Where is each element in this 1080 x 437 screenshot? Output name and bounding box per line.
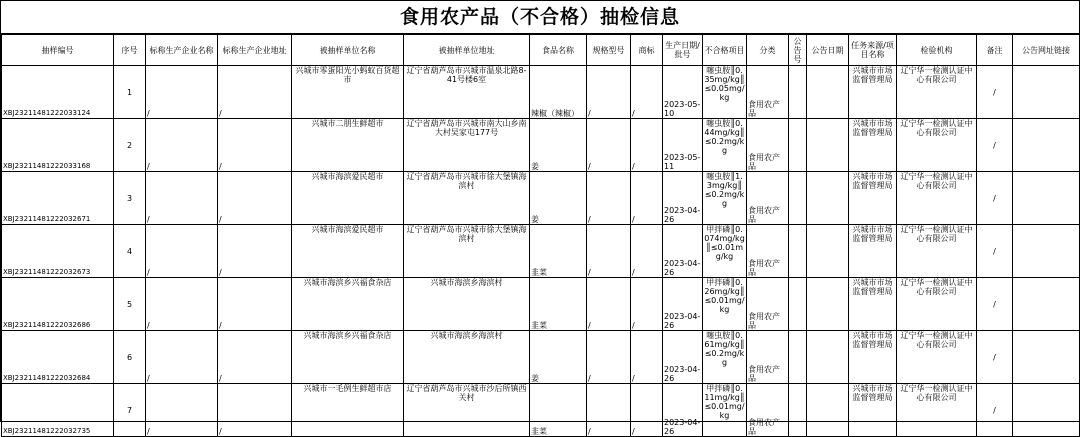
manufacturer-name-cell[interactable]: / (146, 384, 218, 437)
remark-cell[interactable]: / (977, 172, 1013, 225)
food-name-cell[interactable]: 韭菜 (530, 384, 587, 437)
production-date-cell[interactable]: 2023-05-11 (663, 119, 703, 172)
sample-id-cell[interactable]: XBJ23211481222032684 (2, 331, 114, 384)
column-header[interactable]: 公告网址链接 (1013, 35, 1080, 66)
brand-cell[interactable]: / (631, 172, 663, 225)
inspection-lab-cell[interactable]: 辽宁华一检测认证中心有限公司 (897, 225, 977, 278)
production-date-cell[interactable]: 2023-04-26 (663, 225, 703, 278)
spec-cell[interactable]: / (587, 278, 631, 331)
manufacturer-name-cell[interactable]: / (146, 66, 218, 119)
manufacturer-name-cell[interactable]: / (146, 331, 218, 384)
manufacturer-address-cell[interactable]: / (218, 278, 292, 331)
production-date-cell[interactable]: 2023-04-26 (663, 384, 703, 437)
inspection-lab-cell[interactable]: 辽宁华一检测认证中心有限公司 (897, 384, 977, 437)
remark-cell[interactable]: / (977, 331, 1013, 384)
notice-date-cell[interactable] (807, 172, 849, 225)
sequence-cell[interactable]: 5 (114, 278, 146, 331)
food-name-cell[interactable]: 姜 (530, 119, 587, 172)
category-cell[interactable]: 食用农产品 (747, 225, 789, 278)
manufacturer-address-cell[interactable]: / (218, 66, 292, 119)
sample-id-cell[interactable]: XBJ23211481222032735 (2, 384, 114, 437)
remark-cell[interactable]: / (977, 66, 1013, 119)
food-name-cell[interactable]: 韭菜 (530, 225, 587, 278)
sample-id-cell[interactable]: XBJ23211481222032671 (2, 172, 114, 225)
inspection-lab-cell[interactable]: 辽宁华一检测认证中心有限公司 (897, 66, 977, 119)
manufacturer-name-cell[interactable]: / (146, 225, 218, 278)
remark-cell[interactable]: / (977, 119, 1013, 172)
manufacturer-address-cell[interactable]: / (218, 384, 292, 437)
notice-link-cell[interactable] (1013, 172, 1080, 225)
sheet-title: 食用农产品（不合格）抽检信息 (1, 1, 1079, 34)
column-header[interactable]: 被抽样单位地址 (404, 35, 530, 66)
spec-cell[interactable]: / (587, 66, 631, 119)
food-name-cell[interactable]: 韭菜 (530, 278, 587, 331)
brand-cell[interactable]: / (631, 278, 663, 331)
table-row (2, 66, 1080, 119)
production-date-cell[interactable]: 2023-04-26 (663, 172, 703, 225)
sample-id-cell[interactable]: XBJ23211481222032686 (2, 278, 114, 331)
sample-id-cell[interactable]: XBJ23211481222033124 (2, 66, 114, 119)
column-header[interactable]: 备注 (977, 35, 1013, 66)
notice-date-cell[interactable] (807, 278, 849, 331)
notice-number-cell[interactable] (789, 119, 807, 172)
manufacturer-address-cell[interactable]: / (218, 225, 292, 278)
notice-link-cell[interactable] (1013, 119, 1080, 172)
column-header[interactable]: 生产日期/批号 (663, 35, 703, 66)
notice-date-cell[interactable] (807, 66, 849, 119)
notice-number-cell[interactable] (789, 225, 807, 278)
table-row (2, 278, 1080, 331)
failed-item-cell[interactable]: 噻虫胺║0.61mg/kg║≤0.2mg/kg (703, 331, 747, 384)
failed-item-cell[interactable]: 甲拌磷║0.11mg/kg║≤0.01mg/kg (703, 384, 747, 437)
sampled-unit-address-cell[interactable]: 兴城市海滨乡海滨村 (404, 278, 530, 331)
notice-number-cell[interactable] (789, 66, 807, 119)
table-row (2, 384, 1080, 437)
spec-cell[interactable]: / (587, 172, 631, 225)
inspection-lab-cell[interactable]: 辽宁华一检测认证中心有限公司 (897, 278, 977, 331)
notice-date-cell[interactable] (807, 384, 849, 437)
table-row (2, 119, 1080, 172)
column-header[interactable]: 不合格项目 (703, 35, 747, 66)
brand-cell[interactable]: / (631, 384, 663, 437)
inspection-lab-cell[interactable]: 辽宁华一检测认证中心有限公司 (897, 331, 977, 384)
inspection-table (1, 34, 1080, 437)
column-header[interactable]: 商标 (631, 35, 663, 66)
production-date-cell[interactable]: 2023-04-26 (663, 278, 703, 331)
sequence-cell[interactable]: 2 (114, 119, 146, 172)
task-source-cell[interactable]: 兴城市市场监督管理局 (849, 172, 897, 225)
notice-link-cell[interactable] (1013, 66, 1080, 119)
brand-cell[interactable]: / (631, 119, 663, 172)
column-header[interactable]: 检验机构 (897, 35, 977, 66)
sampled-unit-address-cell[interactable]: 辽宁省葫芦岛市兴城市徐大堡镇海滨村 (404, 225, 530, 278)
notice-number-cell[interactable] (789, 331, 807, 384)
food-name-cell[interactable]: 辣椒（辣椒） (530, 66, 587, 119)
task-source-cell[interactable]: 兴城市市场监督管理局 (849, 384, 897, 437)
sampled-unit-address-cell[interactable]: 辽宁省葫芦岛市兴城市温泉北路8-41号楼6室 (404, 66, 530, 119)
category-cell[interactable]: 食用农产品 (747, 172, 789, 225)
spec-cell[interactable]: / (587, 384, 631, 437)
column-header[interactable]: 被抽样单位名称 (292, 35, 404, 66)
header-row (2, 35, 1080, 66)
remark-cell[interactable]: / (977, 225, 1013, 278)
task-source-cell[interactable]: 兴城市市场监督管理局 (849, 331, 897, 384)
sequence-cell[interactable]: 6 (114, 331, 146, 384)
notice-number-cell[interactable] (789, 278, 807, 331)
sampled-unit-address-cell[interactable]: 辽宁省葫芦岛市兴城市沙后所镇西关村 (404, 384, 530, 437)
category-cell[interactable]: 食用农产品 (747, 384, 789, 437)
sampled-unit-address-cell[interactable]: 辽宁省葫芦岛市兴城市南大山乡南大村吴家屯177号 (404, 119, 530, 172)
sampled-unit-name-cell[interactable]: 兴城市海滨爱民超市 (292, 172, 404, 225)
notice-link-cell[interactable] (1013, 225, 1080, 278)
category-cell[interactable]: 食用农产品 (747, 66, 789, 119)
task-source-cell[interactable]: 兴城市市场监督管理局 (849, 119, 897, 172)
sequence-cell[interactable]: 7 (114, 384, 146, 437)
column-header[interactable]: 标称生产企业名称 (146, 35, 218, 66)
brand-cell[interactable]: / (631, 331, 663, 384)
manufacturer-address-cell[interactable]: / (218, 331, 292, 384)
column-header[interactable]: 抽样编号 (2, 35, 114, 66)
column-header[interactable]: 序号 (114, 35, 146, 66)
manufacturer-name-cell[interactable]: / (146, 278, 218, 331)
category-cell[interactable]: 食用农产品 (747, 278, 789, 331)
production-date-cell[interactable]: 2023-05-10 (663, 66, 703, 119)
table-row (2, 225, 1080, 278)
sampled-unit-name-cell[interactable]: 兴城市海滨乡兴福食杂店 (292, 331, 404, 384)
column-header[interactable]: 标称生产企业地址 (218, 35, 292, 66)
notice-date-cell[interactable] (807, 225, 849, 278)
sample-id-cell[interactable]: XBJ23211481222033168 (2, 119, 114, 172)
sampled-unit-address-cell[interactable]: 辽宁省葫芦岛市兴城市徐大堡镇海滨村 (404, 172, 530, 225)
sequence-cell[interactable]: 4 (114, 225, 146, 278)
category-cell[interactable]: 食用农产品 (747, 119, 789, 172)
remark-cell[interactable]: / (977, 278, 1013, 331)
task-source-cell[interactable]: 兴城市市场监督管理局 (849, 278, 897, 331)
column-header[interactable]: 公告号 (789, 35, 807, 66)
notice-date-cell[interactable] (807, 331, 849, 384)
sampled-unit-name-cell[interactable]: 兴城市二朋生鲜超市 (292, 119, 404, 172)
failed-item-cell[interactable]: 噻虫胺║0.35mg/kg║≤0.05mg/kg (703, 66, 747, 119)
column-header[interactable]: 规格型号 (587, 35, 631, 66)
category-cell[interactable]: 食用农产品 (747, 331, 789, 384)
sequence-cell[interactable]: 3 (114, 172, 146, 225)
column-header[interactable]: 任务来源/项目名称 (849, 35, 897, 66)
sample-id-cell[interactable]: XBJ23211481222032673 (2, 225, 114, 278)
inspection-lab-cell[interactable]: 辽宁华一检测认证中心有限公司 (897, 119, 977, 172)
column-header[interactable]: 公告日期 (807, 35, 849, 66)
sampled-unit-name-cell[interactable]: 兴城市海滨乡兴福食杂店 (292, 278, 404, 331)
spec-cell[interactable]: / (587, 225, 631, 278)
table-body (2, 66, 1080, 437)
task-source-cell[interactable]: 兴城市市场监督管理局 (849, 66, 897, 119)
table-row (2, 172, 1080, 225)
notice-number-cell[interactable] (789, 384, 807, 437)
notice-link-cell[interactable] (1013, 278, 1080, 331)
notice-number-cell[interactable] (789, 172, 807, 225)
manufacturer-name-cell[interactable]: / (146, 172, 218, 225)
manufacturer-name-cell[interactable]: / (146, 119, 218, 172)
sampled-unit-address-cell[interactable]: 兴城市海滨乡海滨村 (404, 331, 530, 384)
inspection-lab-cell[interactable]: 辽宁华一检测认证中心有限公司 (897, 172, 977, 225)
sequence-cell[interactable]: 1 (114, 66, 146, 119)
failed-item-cell[interactable]: 甲拌磷║0.26mg/kg║≤0.01mg/kg (703, 278, 747, 331)
spec-cell[interactable]: / (587, 119, 631, 172)
sampled-unit-name-cell[interactable]: 兴城市零蛋阳光小蚂蚁百货超市 (292, 66, 404, 119)
sampled-unit-name-cell[interactable]: 兴城市一毛例生鲜超市店 (292, 384, 404, 437)
table-row (2, 331, 1080, 384)
failed-item-cell[interactable]: 甲拌磷║0.074mg/kg║≤0.01mg/kg (703, 225, 747, 278)
food-name-cell[interactable]: 姜 (530, 172, 587, 225)
column-header[interactable]: 食品名称 (530, 35, 587, 66)
notice-link-cell[interactable] (1013, 331, 1080, 384)
notice-date-cell[interactable] (807, 119, 849, 172)
notice-link-cell[interactable] (1013, 384, 1080, 437)
remark-cell[interactable]: / (977, 384, 1013, 437)
manufacturer-address-cell[interactable]: / (218, 172, 292, 225)
brand-cell[interactable]: / (631, 66, 663, 119)
task-source-cell[interactable]: 兴城市市场监督管理局 (849, 225, 897, 278)
production-date-cell[interactable]: 2023-04-26 (663, 331, 703, 384)
food-name-cell[interactable]: 姜 (530, 331, 587, 384)
manufacturer-address-cell[interactable]: / (218, 119, 292, 172)
failed-item-cell[interactable]: 噻虫胺║0.44mg/kg║≤0.2mg/kg (703, 119, 747, 172)
failed-item-cell[interactable]: 噻虫胺║1.3mg/kg║≤0.2mg/kg (703, 172, 747, 225)
brand-cell[interactable]: / (631, 225, 663, 278)
column-header[interactable]: 分类 (747, 35, 789, 66)
sampled-unit-name-cell[interactable]: 兴城市海滨爱民超市 (292, 225, 404, 278)
spec-cell[interactable]: / (587, 331, 631, 384)
